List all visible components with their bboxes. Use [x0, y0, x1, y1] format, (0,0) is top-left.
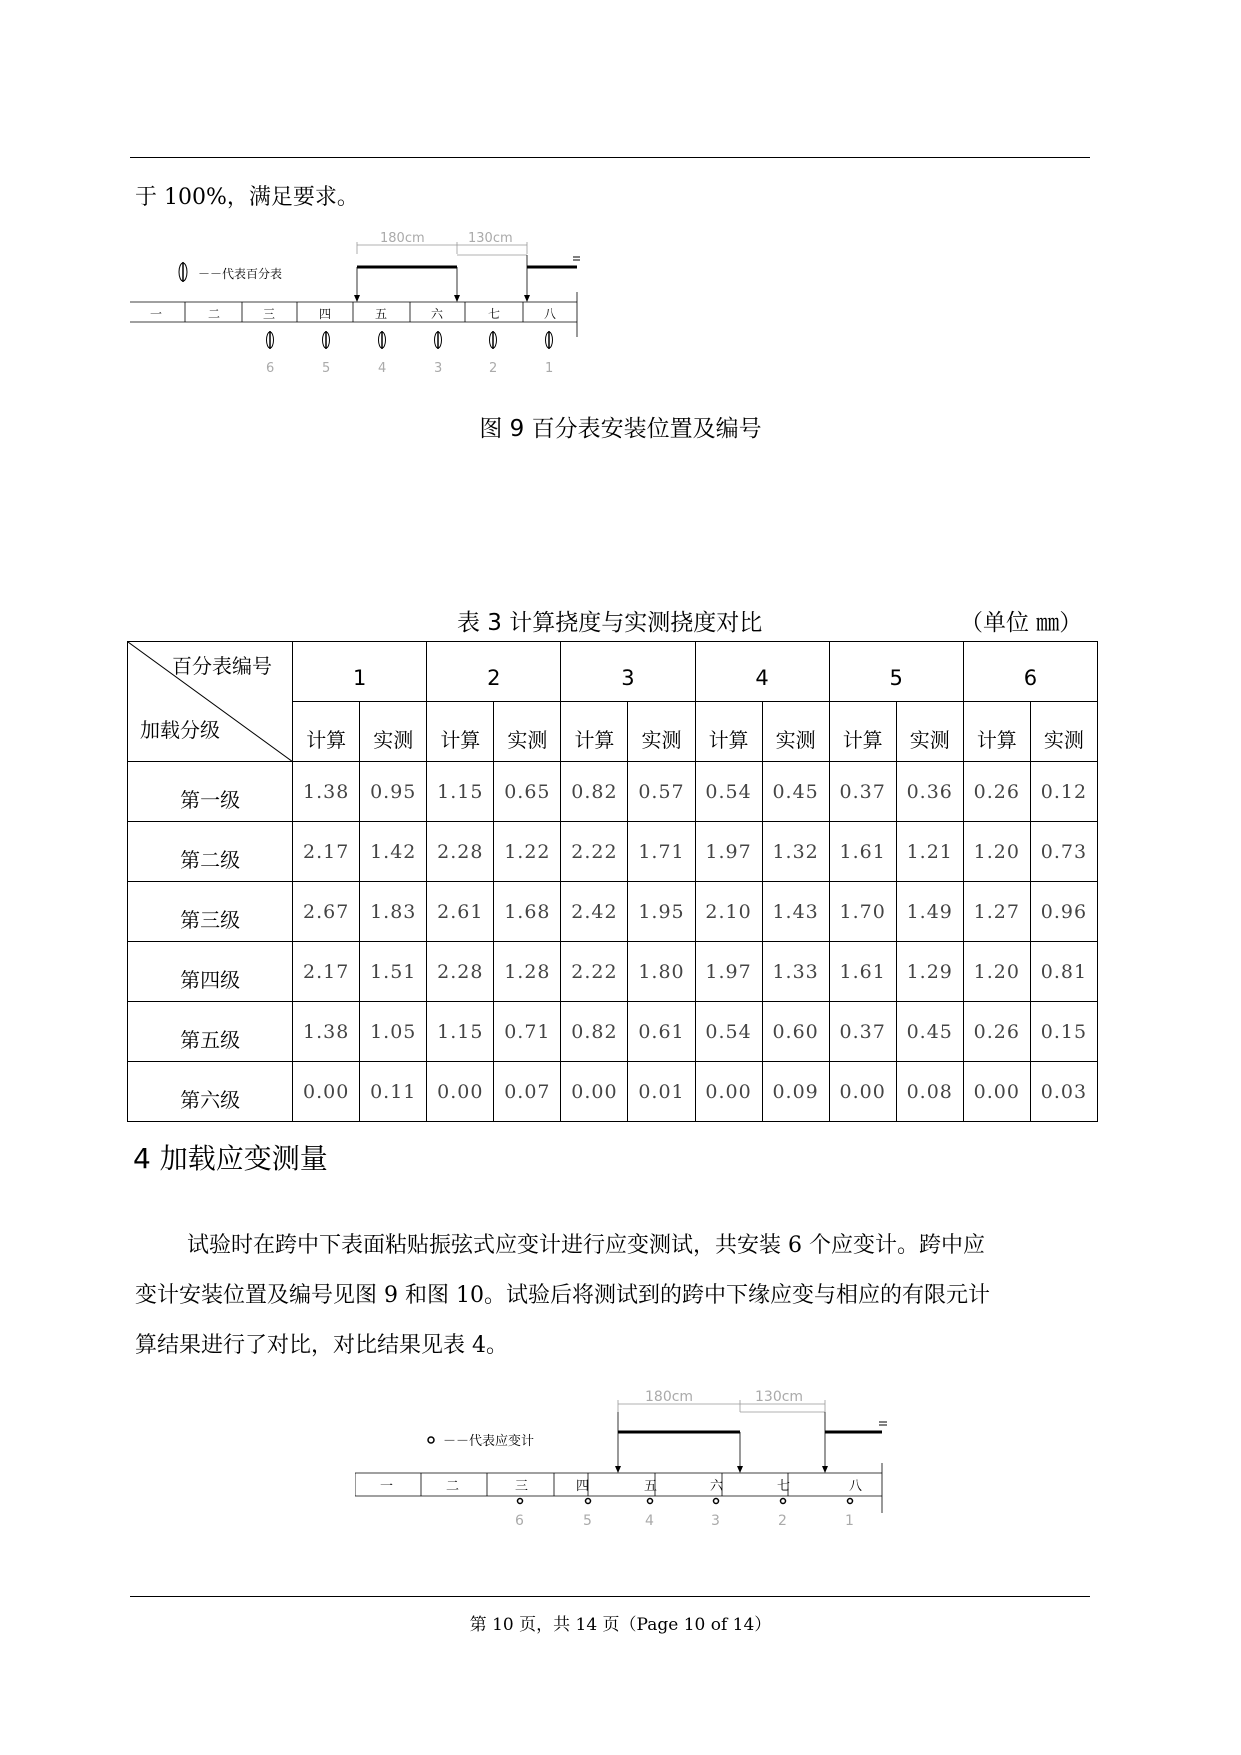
measured-value-cell: 0.73	[1030, 822, 1097, 882]
calc-subheader: 计算	[695, 702, 762, 762]
measured-value-cell: 1.95	[628, 882, 695, 942]
calculated-value-cell: 0.54	[695, 1002, 762, 1062]
fig10-segment-label: 三	[515, 1479, 529, 1494]
fig9-gauge-number: 5	[322, 361, 331, 376]
page-footer: 第 10 页，共 14 页（Page 10 of 14）	[469, 1615, 772, 1635]
fig10-segment-label: 二	[446, 1479, 460, 1494]
table-3-title: 表 3 计算挠度与实测挠度对比	[457, 610, 763, 636]
measured-value-cell: 0.11	[360, 1062, 427, 1122]
measured-value-cell: 1.28	[494, 942, 561, 1002]
fig10-dim-label: 180cm	[645, 1389, 694, 1405]
figure-9-caption: 图 9 百分表安装位置及编号	[479, 416, 762, 442]
calculated-value-cell: 0.26	[963, 762, 1030, 822]
deflection-table	[127, 641, 1098, 1122]
paragraph-line: 变计安装位置及编号见图 9 和图 10。试验后将测试到的跨中下缘应变与相应的有限元计	[135, 1283, 990, 1308]
measured-value-cell: 0.08	[896, 1062, 963, 1122]
figure-10-legend: －－代表应变计	[443, 1434, 535, 1449]
measured-value-cell: 0.09	[762, 1062, 829, 1122]
calculated-value-cell: 1.27	[963, 882, 1030, 942]
measured-value-cell: 0.03	[1030, 1062, 1097, 1122]
calc-subheader: 计算	[561, 702, 628, 762]
calculated-value-cell: 2.28	[427, 942, 494, 1002]
calculated-value-cell: 1.20	[963, 822, 1030, 882]
calculated-value-cell: 1.97	[695, 942, 762, 1002]
table-header-row	[128, 642, 1098, 702]
table-row	[128, 942, 1098, 1002]
footer-rule	[130, 1596, 1090, 1597]
fig9-gauge-number: 4	[378, 361, 387, 376]
figure-10-diagram	[355, 1388, 895, 1548]
calculated-value-cell: 0.37	[829, 1002, 896, 1062]
load-level-cell: 第六级	[128, 1062, 293, 1122]
calc-subheader: 计算	[293, 702, 360, 762]
measured-value-cell: 0.81	[1030, 942, 1097, 1002]
load-level-cell: 第二级	[128, 822, 293, 882]
calculated-value-cell: 1.38	[293, 1002, 360, 1062]
measured-value-cell: 0.71	[494, 1002, 561, 1062]
dial-gauge-icons	[267, 331, 553, 349]
fig10-gauge-number: 2	[778, 1513, 787, 1529]
calculated-value-cell: 0.00	[829, 1062, 896, 1122]
measured-value-cell: 1.29	[896, 942, 963, 1002]
calculated-value-cell: 2.61	[427, 882, 494, 942]
load-level-cell: 第三级	[128, 882, 293, 942]
calculated-value-cell: 1.15	[427, 1002, 494, 1062]
fig10-segment-label: 五	[644, 1479, 658, 1494]
gauge-group-header: 4	[695, 642, 829, 702]
gauge-group-header: 6	[963, 642, 1097, 702]
table-corner-cell	[128, 642, 293, 762]
calculated-value-cell: 2.67	[293, 882, 360, 942]
table-row	[128, 1002, 1098, 1062]
paragraph-line: 试验时在跨中下表面粘贴振弦式应变计进行应变测试，共安装 6 个应变计。跨中应	[187, 1233, 985, 1258]
section-4-heading: 4 加载应变测量	[133, 1142, 328, 1175]
measured-value-cell: 1.68	[494, 882, 561, 942]
fig10-gauge-number: 3	[711, 1513, 720, 1529]
section-4-paragraph	[135, 1221, 1090, 1371]
fig10-gauge-number: 1	[845, 1513, 854, 1529]
measured-value-cell: 0.15	[1030, 1002, 1097, 1062]
calculated-value-cell: 1.61	[829, 942, 896, 1002]
calc-subheader: 计算	[963, 702, 1030, 762]
fig10-segment-label: 四	[576, 1479, 590, 1494]
measured-subheader: 实测	[494, 702, 561, 762]
paragraph-line: 算结果进行了对比，对比结果见表 4。	[135, 1333, 508, 1358]
fig9-dim-label: 180cm	[380, 231, 425, 246]
table-row	[128, 1062, 1098, 1122]
fig9-segment-label: 六	[431, 307, 444, 321]
fig9-dim-label: 130cm	[468, 231, 513, 246]
fig9-segment-label: 七	[488, 307, 501, 321]
measured-subheader: 实测	[628, 702, 695, 762]
fig9-segment-label: 三	[263, 307, 276, 321]
calculated-value-cell: 0.00	[963, 1062, 1030, 1122]
load-level-cell: 第五级	[128, 1002, 293, 1062]
fig9-gauge-number: 1	[545, 361, 554, 376]
fig10-segment-label: 六	[710, 1479, 724, 1494]
measured-value-cell: 1.51	[360, 942, 427, 1002]
fig9-gauge-number: 2	[489, 361, 498, 376]
fig10-gauge-number: 6	[515, 1513, 524, 1529]
calculated-value-cell: 0.37	[829, 762, 896, 822]
gauge-group-header: 5	[829, 642, 963, 702]
measured-value-cell: 0.95	[360, 762, 427, 822]
fig10-segment-label: 八	[849, 1479, 863, 1494]
calculated-value-cell: 0.00	[561, 1062, 628, 1122]
fig9-segment-label: 五	[375, 307, 388, 321]
measured-subheader: 实测	[1030, 702, 1097, 762]
fig10-segment-label: 一	[380, 1479, 394, 1494]
corner-header-level: 加载分级	[140, 718, 220, 742]
calculated-value-cell: 1.38	[293, 762, 360, 822]
measured-value-cell: 0.57	[628, 762, 695, 822]
measured-subheader: 实测	[360, 702, 427, 762]
calculated-value-cell: 2.42	[561, 882, 628, 942]
strain-gauge-legend-icon	[428, 1437, 434, 1443]
fig10-segment-label: 七	[777, 1479, 791, 1494]
calculated-value-cell: 2.10	[695, 882, 762, 942]
calculated-value-cell: 2.28	[427, 822, 494, 882]
measured-value-cell: 0.96	[1030, 882, 1097, 942]
measured-value-cell: 0.36	[896, 762, 963, 822]
measured-value-cell: 1.33	[762, 942, 829, 1002]
calc-subheader: 计算	[427, 702, 494, 762]
measured-value-cell: 1.05	[360, 1002, 427, 1062]
measured-value-cell: 0.07	[494, 1062, 561, 1122]
fig9-segment-label: 八	[544, 307, 557, 321]
calculated-value-cell: 1.20	[963, 942, 1030, 1002]
calculated-value-cell: 1.61	[829, 822, 896, 882]
fig9-gauge-number: 3	[434, 361, 443, 376]
calc-subheader: 计算	[829, 702, 896, 762]
load-level-cell: 第一级	[128, 762, 293, 822]
load-level-cell: 第四级	[128, 942, 293, 1002]
gauge-group-header: 2	[427, 642, 561, 702]
calculated-value-cell: 2.22	[561, 822, 628, 882]
gauge-group-header: 1	[293, 642, 427, 702]
header-rule	[130, 157, 1090, 158]
table-row	[128, 882, 1098, 942]
measured-subheader: 实测	[896, 702, 963, 762]
calculated-value-cell: 0.00	[293, 1062, 360, 1122]
calculated-value-cell: 0.82	[561, 1002, 628, 1062]
measured-value-cell: 0.60	[762, 1002, 829, 1062]
fig10-gauge-number: 5	[583, 1513, 592, 1529]
dial-gauge-legend-icon	[179, 262, 187, 282]
calculated-value-cell: 0.00	[695, 1062, 762, 1122]
measured-value-cell: 0.65	[494, 762, 561, 822]
calculated-value-cell: 2.22	[561, 942, 628, 1002]
fig9-segment-label: 四	[319, 307, 332, 321]
measured-value-cell: 0.61	[628, 1002, 695, 1062]
measured-value-cell: 1.42	[360, 822, 427, 882]
fig9-gauge-number: 6	[266, 361, 275, 376]
measured-value-cell: 0.12	[1030, 762, 1097, 822]
figure-9-legend: －－代表百分表	[198, 267, 283, 281]
table-row	[128, 762, 1098, 822]
measured-value-cell: 1.71	[628, 822, 695, 882]
calculated-value-cell: 2.17	[293, 942, 360, 1002]
calculated-value-cell: 0.82	[561, 762, 628, 822]
fig10-dim-label: 130cm	[755, 1389, 804, 1405]
intro-line: 于 100%，满足要求。	[135, 185, 359, 210]
calculated-value-cell: 0.26	[963, 1002, 1030, 1062]
measured-value-cell: 1.43	[762, 882, 829, 942]
gauge-group-header: 3	[561, 642, 695, 702]
measured-value-cell: 1.83	[360, 882, 427, 942]
measured-value-cell: 1.49	[896, 882, 963, 942]
fig9-segment-label: 二	[208, 307, 221, 321]
measured-value-cell: 0.45	[896, 1002, 963, 1062]
table-row	[128, 822, 1098, 882]
table-body	[128, 762, 1098, 1122]
table-3-unit: （单位 ㎜）	[960, 610, 1083, 636]
strain-gauge-icons	[518, 1499, 853, 1504]
calculated-value-cell: 1.97	[695, 822, 762, 882]
measured-subheader: 实测	[762, 702, 829, 762]
corner-header-gauge: 百分表编号	[172, 654, 272, 678]
figure-9-diagram	[130, 222, 600, 382]
calculated-value-cell: 2.17	[293, 822, 360, 882]
calculated-value-cell: 0.54	[695, 762, 762, 822]
measured-value-cell: 1.80	[628, 942, 695, 1002]
measured-value-cell: 1.32	[762, 822, 829, 882]
measured-value-cell: 1.21	[896, 822, 963, 882]
fig10-gauge-number: 4	[645, 1513, 654, 1529]
calculated-value-cell: 1.70	[829, 882, 896, 942]
measured-value-cell: 0.45	[762, 762, 829, 822]
fig9-segment-label: 一	[150, 307, 163, 321]
measured-value-cell: 0.01	[628, 1062, 695, 1122]
calculated-value-cell: 1.15	[427, 762, 494, 822]
calculated-value-cell: 0.00	[427, 1062, 494, 1122]
measured-value-cell: 1.22	[494, 822, 561, 882]
